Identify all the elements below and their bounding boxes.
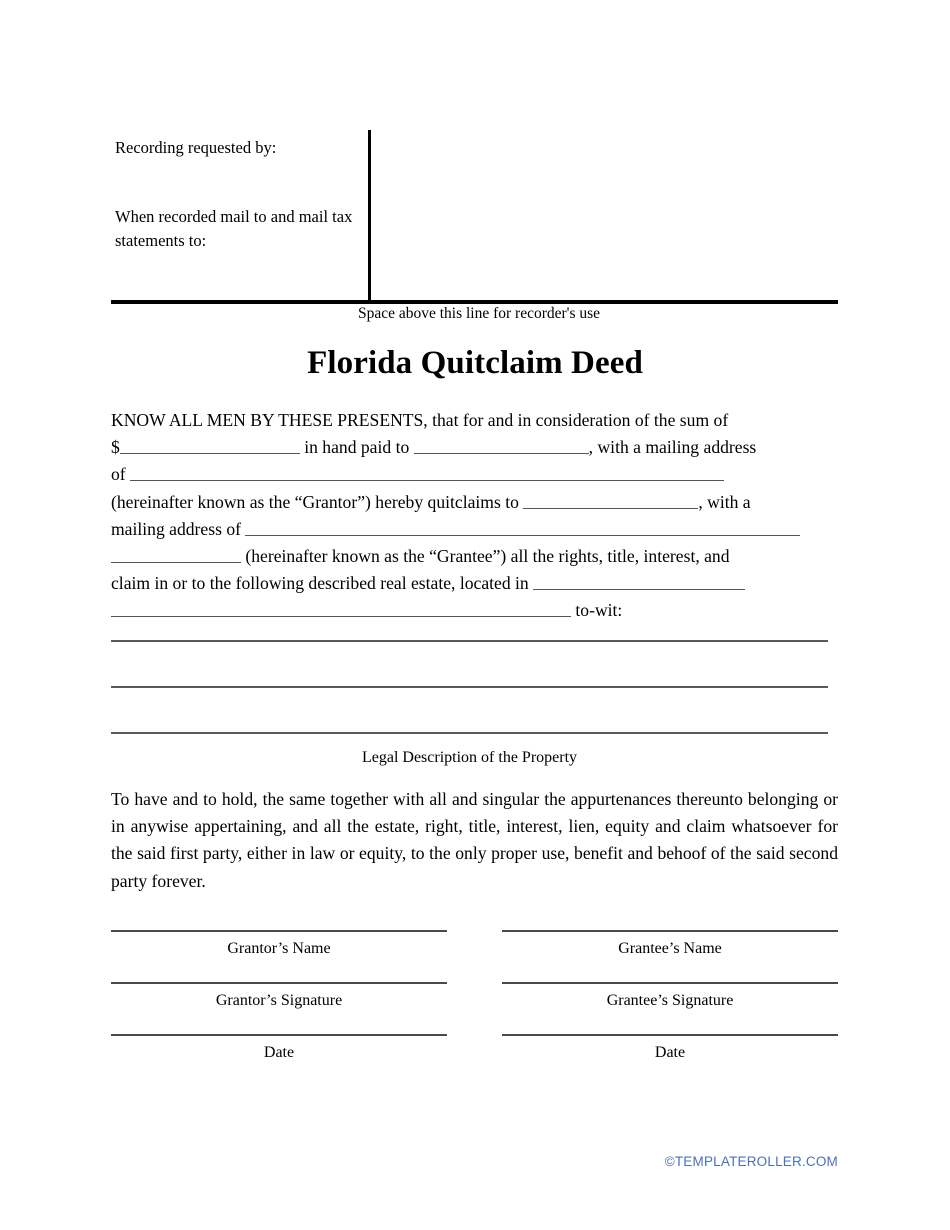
recorder-use-caption-text: Space above this line for recorder's use: [357, 305, 601, 322]
copyright-icon: ©: [664, 1154, 675, 1169]
to-wit-text: to-wit:: [575, 600, 623, 621]
grantee-date-cell: [502, 1034, 838, 1062]
grantor-name-blank[interactable]: [414, 436, 589, 454]
grantee-address-blank[interactable]: [245, 518, 800, 536]
of-text-grantor: of: [111, 464, 126, 485]
recorder-box-vertical-divider: [368, 130, 371, 302]
grantor-name-cell: [111, 930, 447, 958]
mailing-address-of-text: mailing address of: [111, 518, 241, 539]
legal-description-line-2[interactable]: [111, 686, 828, 688]
know-all-men-line: [111, 407, 838, 434]
grantee-definition-text: (hereinafter known as the “Grantee”) all the rights, title, interest, and: [245, 546, 730, 567]
grantor-clause-line: [111, 489, 838, 516]
mail-to-label: When recorded mail to and mail tax statements to:: [115, 206, 353, 250]
consideration-amount-blank[interactable]: [120, 436, 300, 454]
located-in-line: [111, 570, 838, 597]
grantor-date-label: Date: [263, 1044, 295, 1061]
to-wit-line: [111, 597, 838, 624]
recorder-header-box: [111, 130, 838, 302]
grantor-address-blank[interactable]: [130, 463, 724, 481]
habendum-clause-block: [111, 786, 838, 895]
grantee-address-blank-continued[interactable]: [111, 545, 241, 563]
grantee-name-blank[interactable]: [523, 491, 698, 509]
grantee-clause-line: [111, 543, 838, 570]
grantee-date-label: Date: [654, 1044, 686, 1061]
granting-clause-block: [111, 407, 838, 625]
with-a-text: , with a: [698, 491, 751, 512]
footer-watermark: [0, 1154, 950, 1169]
claim-located-text: claim in or to the following described real estate, located in: [111, 573, 529, 594]
with-mailing-address-text: , with a mailing address: [588, 437, 757, 458]
grantee-name-cell: [502, 930, 838, 958]
signature-area: [111, 930, 838, 1086]
habendum-text: To have and to hold, the same together with all and singular the appurtenances thereunto belonging or in anywise appertaining, and all the estate, right, title, interest, lien, equity and claim whatsoever for the said first party, either in law or equity, to the only proper use, benefit and behoof of the said second party forever.: [111, 789, 838, 891]
grantee-signature-cell: [502, 982, 838, 1010]
grantee-address-line: [111, 516, 838, 543]
legal-description-caption: Legal Description of the Property: [361, 749, 578, 766]
recorder-use-caption: [111, 305, 838, 323]
recording-requested-by-label: Recording requested by:: [115, 138, 277, 157]
property-location-blank[interactable]: [533, 572, 745, 590]
legal-description-lines: [111, 640, 828, 734]
legal-description-line-3[interactable]: [111, 732, 828, 734]
in-hand-paid-to-text: in hand paid to: [304, 437, 410, 458]
grantee-signature-label: Grantee’s Signature: [606, 992, 734, 1009]
grantor-name-label: Grantor’s Name: [227, 940, 331, 957]
signature-row-signature: [111, 982, 838, 1010]
property-location-blank-continued[interactable]: [111, 599, 571, 617]
legal-description-line-1[interactable]: [111, 640, 828, 642]
grantor-definition-text: (hereinafter known as the “Grantor”) hereby quitclaims to: [111, 491, 519, 512]
recorder-left-column: [115, 130, 363, 252]
templateroller-link[interactable]: TEMPLATEROLLER.COM: [674, 1154, 838, 1169]
dollar-sign: $: [111, 437, 120, 458]
page-title: Florida Quitclaim Deed: [307, 345, 643, 381]
know-all-men-text: KNOW ALL MEN BY THESE PRESENTS, that for and in consideration of the sum of: [111, 410, 729, 430]
signature-row-name: [111, 930, 838, 958]
grantor-date-cell: [111, 1034, 447, 1062]
recorder-box-bottom-rule: [111, 300, 838, 304]
grantee-name-label: Grantee’s Name: [618, 940, 722, 957]
consideration-amount-line: [111, 434, 838, 461]
signature-row-date: [111, 1034, 838, 1062]
grantor-signature-cell: [111, 982, 447, 1010]
grantor-address-line: [111, 461, 838, 488]
grantor-signature-label: Grantor’s Signature: [215, 992, 343, 1009]
